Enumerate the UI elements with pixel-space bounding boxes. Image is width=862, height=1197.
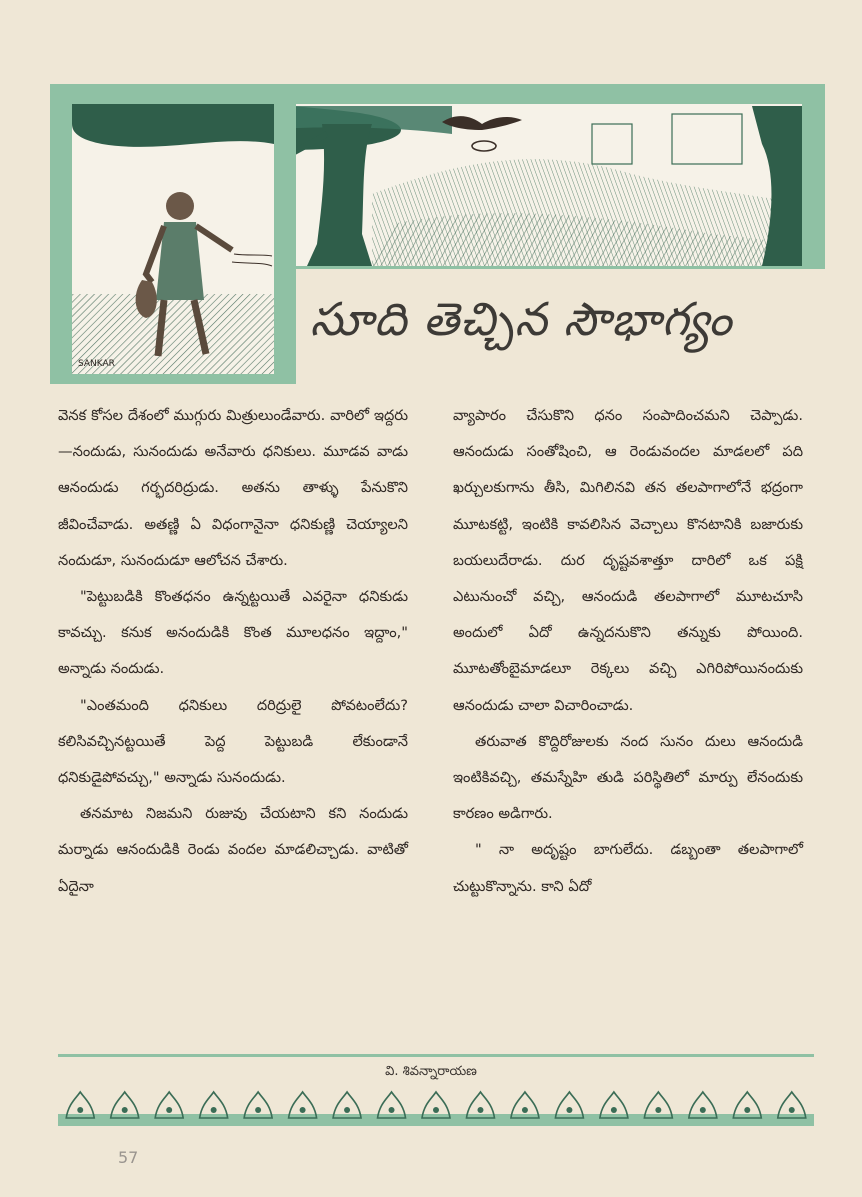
paragraph: "పెట్టుబడికి కొంతధనం ఉన్నట్టయితే ఎవరైనా ధనికుడు కావచ్చు. కనుక అనందుడికి కొంత మూలధనం ఇద్దాం," అన్నాడు నందుడు. [58,588,408,678]
border-motif-dot [477,1107,483,1113]
border-motif-dot [433,1107,439,1113]
story-title: సూది తెచ్చిన సౌభాగ్యం [310,292,733,346]
border-motif-dot [566,1107,572,1113]
border-motif-dot [655,1107,661,1113]
border-motif-dot [255,1107,261,1113]
paragraph: వెనక కోసల దేశంలో ముగ్గురు మిత్రులుండేవారు. వారిలో ఇద్దరు—నందుడు, సునందుడు అనేవారు ధనికులు. మూడవ వాడు ఆనందుడు గర్భదరిద్రుడు. అతను తాళ్ళు పేనుకొని జీవించేవాడు. అతణ్ణి ఏ విధంగానైనా ధనికుణ్ణి చెయ్యాలని నందుడూ, సునందుడూ ఆలోచన చేశారు. [58,407,408,569]
border-motif-dot [77,1107,83,1113]
divider-line [58,1054,814,1057]
border-motif-dot [211,1107,217,1113]
border-motif-dot [789,1107,795,1113]
boy-illustration-frame [50,84,296,384]
paragraph: వ్యాపారం చేసుకొని ధనం సంపాదించమని చెప్పాడు. ఆనందుడు సంతోషించి, ఆ రెండువందల మాడలలో పది ఖర్చులకుగాను తీసి, మిగిలినవి తన తలపాగాలోనే భద్రంగా మూటకట్టి, ఇంటికి కావలిసిన వెచ్చాలు కొనటానికి బజారుకు బయలుదేరాడు. దుర దృష్టవశాత్తూ దారిలో ఒక పక్షి ఎటునుంచో వచ్చి, ఆనందుడి తలపాగాలో మూటచూసి అందులో ఏదో ఉన్నదనుకొని తన్నుకు పోయింది. మూటతోంబైమాడలూ రెక్కలు వచ్చి ఎగిరిపోయినందుకు ఆనందుడు చాలా విచారించాడు. [453,407,803,714]
boy-illustration [72,104,274,374]
author-credit: వి. శివన్నారాయణ [385,1064,477,1079]
border-motif-dot [522,1107,528,1113]
border-motif-dot [344,1107,350,1113]
boy-drawing [72,104,274,374]
right-column [453,398,803,905]
title-area [296,270,825,384]
decorative-border [58,1088,814,1130]
border-motif-dot [744,1107,750,1113]
page-number: 57 [118,1148,139,1167]
border-motif-dot [700,1107,706,1113]
paragraph: తనమాట నిజమని రుజువు చేయటాని కని నందుడు మర్నాడు ఆనందుడికి రెండు వందల మాడలిచ్చాడు. వాటితో ఏదైనా [58,805,408,895]
illustrator-signature: SANKAR [78,359,115,369]
border-motif-dot [122,1107,128,1113]
paragraph: " నా అదృష్టం బాగులేదు. డబ్బంతా తలపాగాలో చుట్టుకొన్నాను. కాని ఏదో [453,841,803,895]
border-motif-dot [611,1107,617,1113]
border-motif-dot [166,1107,172,1113]
border-motif-dot [300,1107,306,1113]
border-motif-dot [389,1107,395,1113]
left-column [58,398,408,905]
paragraph: తరువాత కొద్దిరోజులకు నంద సునం దులు ఆనందుడి ఇంటికివచ్చి, తమస్నేహి తుడి పరిస్థితిలో మార్పు లేనందుకు కారణం అడిగారు. [453,732,803,823]
paragraph: "ఎంతమంది ధనికులు దరిద్రులై పోవటంలేదు? కలిసివచ్చినట్టయితే పెద్ద పెట్టుబడి లేకుండానే ధనికుడైపోవచ్చు," అన్నాడు సునందుడు. [58,696,408,787]
